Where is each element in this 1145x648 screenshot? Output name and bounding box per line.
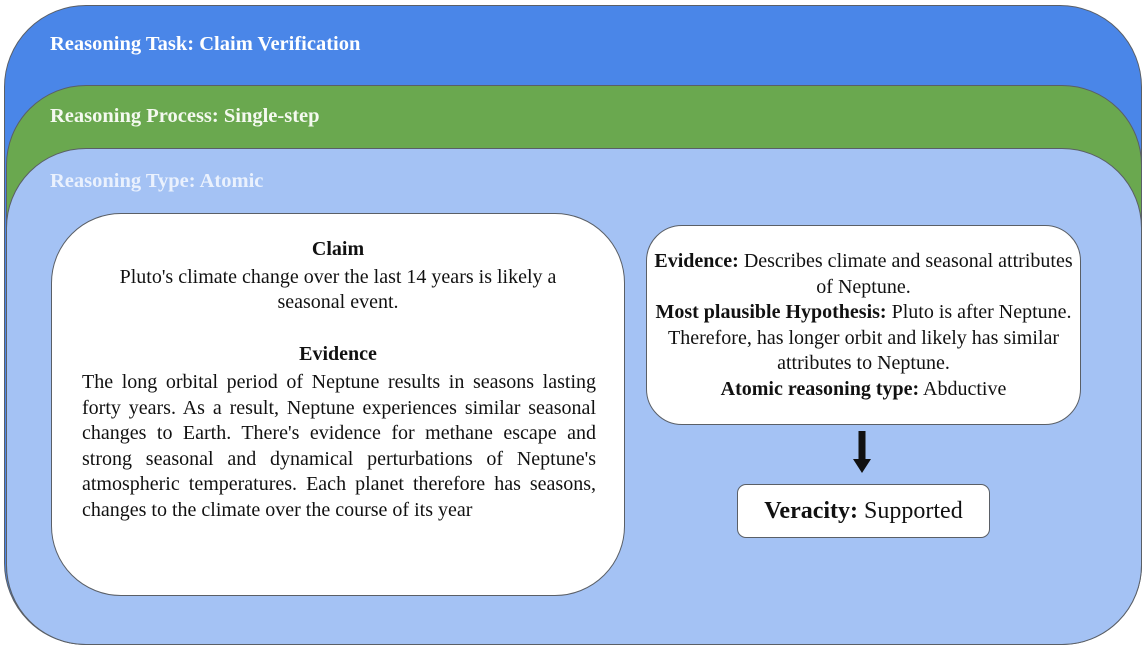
analysis-evidence <box>647 249 1080 300</box>
veracity-label: Veracity: <box>764 498 859 524</box>
analysis-evidence-label: Evidence: <box>654 250 739 272</box>
analysis-hypothesis-value: Pluto is after Neptune. Therefore, has longer orbit and likely has similar attributes to Neptune. <box>668 301 1072 374</box>
analysis-evidence-value: Describes climate and seasonal attributes of Neptune. <box>738 250 1073 298</box>
veracity-box <box>737 484 990 538</box>
analysis-type <box>647 377 1080 403</box>
analysis-box <box>646 225 1081 425</box>
analysis-hypothesis <box>647 300 1080 377</box>
veracity-value: Supported <box>858 498 963 524</box>
reasoning-process-title: Reasoning Process: Single-step <box>50 105 320 127</box>
claim-heading: Claim <box>311 238 365 260</box>
evidence-heading: Evidence <box>299 343 377 365</box>
analysis-type-label: Atomic reasoning type: <box>720 377 920 400</box>
arrow-down-icon <box>853 431 871 473</box>
analysis-type-value: Abductive <box>919 377 1007 400</box>
analysis-hypothesis-label: Most plausible Hypothesis: <box>655 301 887 323</box>
reasoning-type-title: Reasoning Type: Atomic <box>50 170 264 192</box>
claim-evidence-box <box>51 213 625 596</box>
claim-text: Pluto's climate change over the last 14 years is likely a seasonal event. <box>119 266 557 313</box>
evidence-text: The long orbital period of Neptune results in seasons lasting forty years. As a result, Neptune experiences similar seasonal changes to Earth. There's evidence for methane escape and strong seasonal and dynamical perturbations of Neptune's atmospheric temperatures. Each planet therefore has seasons, changes to the climate over the course of its year <box>82 371 596 521</box>
reasoning-task-title: Reasoning Task: Claim Verification <box>50 33 361 55</box>
